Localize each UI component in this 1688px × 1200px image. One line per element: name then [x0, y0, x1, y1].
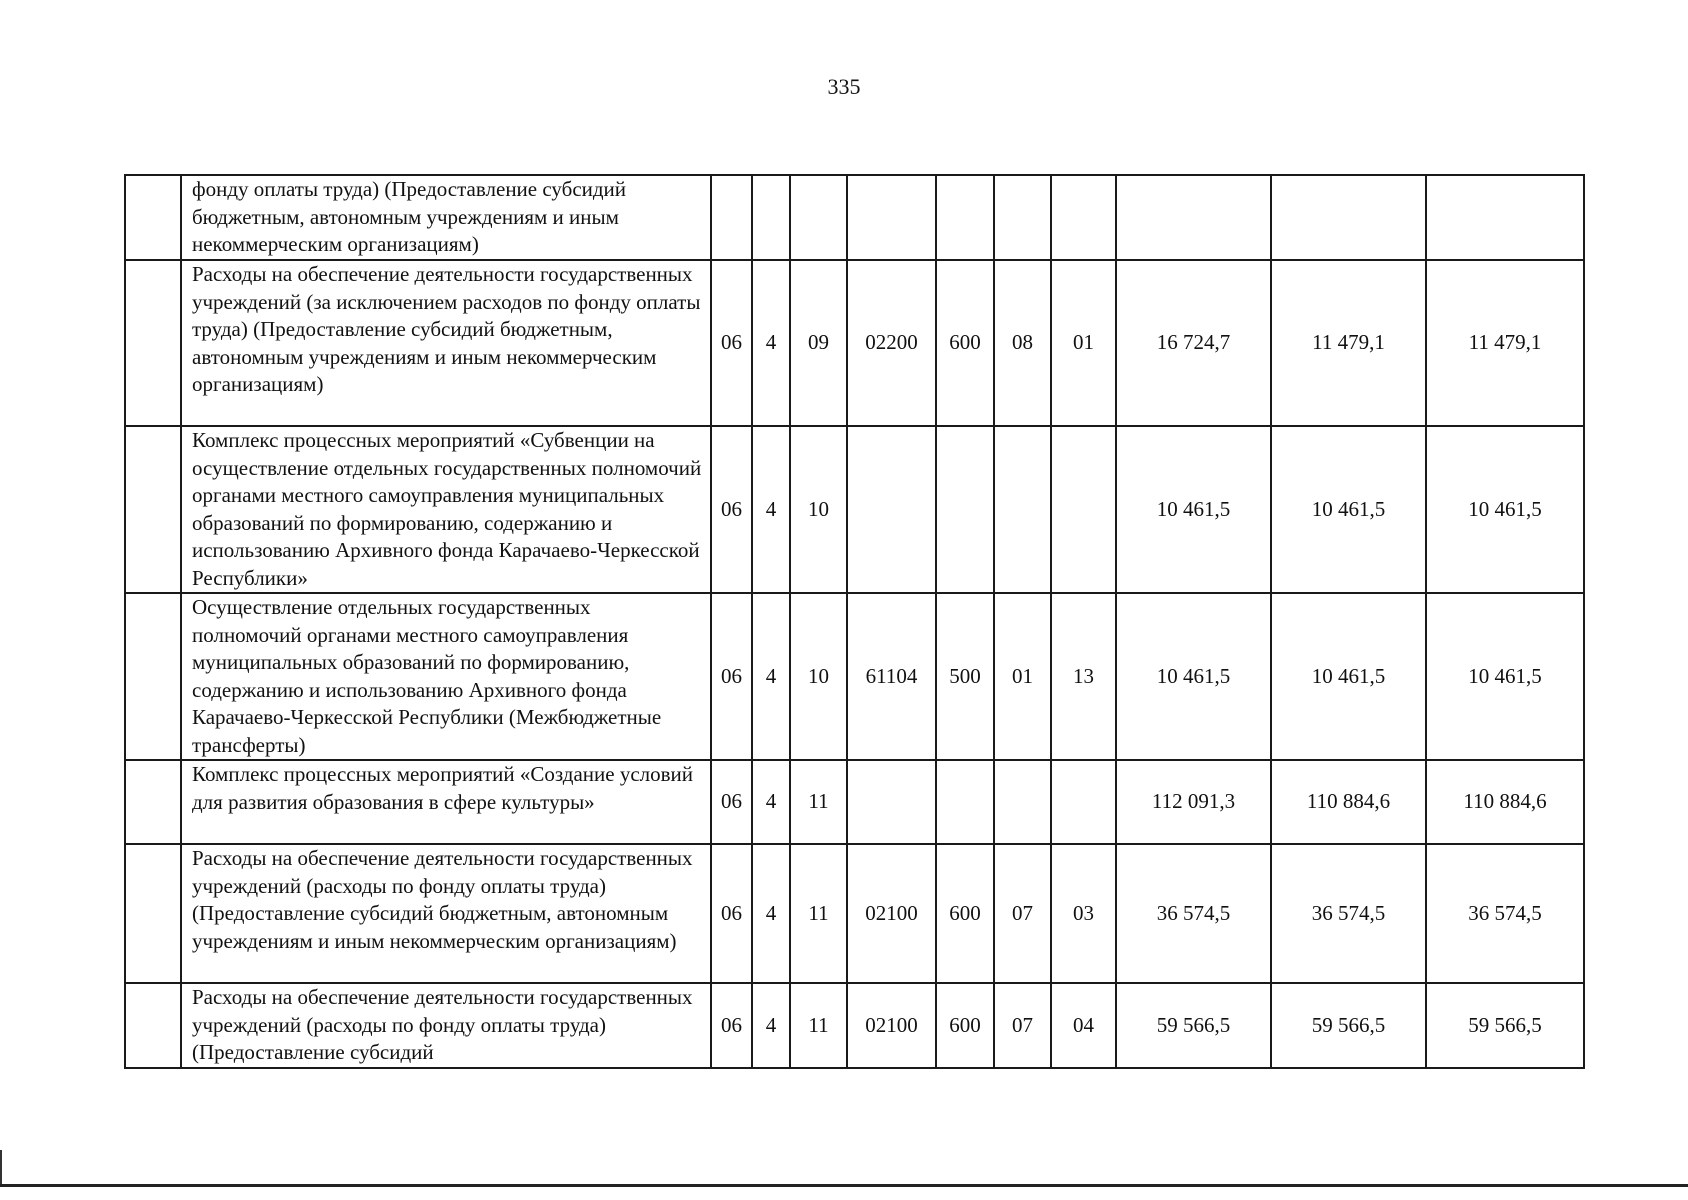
code-cell: 07	[994, 983, 1051, 1068]
code-cell: 06	[711, 983, 752, 1068]
table-row	[125, 983, 1584, 1068]
code-cell: 01	[1051, 260, 1116, 426]
amount-cell: 16 724,7	[1116, 260, 1271, 426]
code-cell	[847, 760, 936, 844]
code-cell	[1051, 175, 1116, 260]
code-cell	[936, 175, 994, 260]
table-row	[125, 260, 1584, 426]
code-cell: 4	[752, 760, 790, 844]
code-cell: 03	[1051, 844, 1116, 983]
code-cell: 06	[711, 260, 752, 426]
amount-cell	[1116, 175, 1271, 260]
page-number: 335	[827, 74, 861, 99]
code-cell	[994, 760, 1051, 844]
code-cell: 600	[936, 983, 994, 1068]
code-cell: 08	[994, 260, 1051, 426]
row-number-cell	[125, 426, 181, 593]
code-cell: 4	[752, 593, 790, 760]
description-cell: Комплекс процессных мероприятий «Субвенции на осуществление отдельных государственных полномочий органами местного самоуправления муниципальных образований по формированию, содержанию и использованию Архивного фонда Карачаево-Черкесской Республики»	[181, 426, 711, 593]
code-cell: 11	[790, 844, 847, 983]
amount-cell	[1426, 175, 1584, 260]
description-cell: Комплекс процессных мероприятий «Создание условий для развития образования в сфере культуры»	[181, 760, 711, 844]
code-cell: 07	[994, 844, 1051, 983]
amount-cell: 10 461,5	[1116, 593, 1271, 760]
code-cell: 01	[994, 593, 1051, 760]
amount-cell: 36 574,5	[1426, 844, 1584, 983]
amount-cell: 10 461,5	[1271, 593, 1426, 760]
description-cell: фонду оплаты труда) (Предоставление субсидий бюджетным, автономным учреждениям и иным некоммерческим организациям)	[181, 175, 711, 260]
amount-cell: 59 566,5	[1426, 983, 1584, 1068]
table-row	[125, 175, 1584, 260]
code-cell	[790, 175, 847, 260]
code-cell: 600	[936, 844, 994, 983]
code-cell: 4	[752, 260, 790, 426]
budget-table	[124, 174, 1585, 1069]
code-cell: 13	[1051, 593, 1116, 760]
code-cell: 10	[790, 593, 847, 760]
code-cell: 06	[711, 426, 752, 593]
row-number-cell	[125, 983, 181, 1068]
amount-cell	[1271, 175, 1426, 260]
row-number-cell	[125, 260, 181, 426]
description-cell: Расходы на обеспечение деятельности государственных учреждений (расходы по фонду оплаты труда) (Предоставление субсидий	[181, 983, 711, 1068]
scan-bottom-edge	[0, 1184, 1688, 1187]
code-cell: 11	[790, 983, 847, 1068]
row-number-cell	[125, 760, 181, 844]
description-cell: Осуществление отдельных государственных полномочий органами местного самоуправления муниципальных образований по формированию, содержанию и использованию Архивного фонда Карачаево-Черкесской Республики (Межбюджетные трансферты)	[181, 593, 711, 760]
code-cell	[994, 426, 1051, 593]
amount-cell: 10 461,5	[1116, 426, 1271, 593]
row-number-cell	[125, 593, 181, 760]
code-cell: 06	[711, 844, 752, 983]
scan-edge-mark	[0, 1150, 2, 1186]
code-cell: 600	[936, 260, 994, 426]
code-cell: 61104	[847, 593, 936, 760]
amount-cell: 112 091,3	[1116, 760, 1271, 844]
description-cell: Расходы на обеспечение деятельности государственных учреждений (расходы по фонду оплаты труда) (Предоставление субсидий бюджетным, автономным учреждениям и иным некоммерческим организациям)	[181, 844, 711, 983]
table-row	[125, 844, 1584, 983]
code-cell	[1051, 426, 1116, 593]
table-row	[125, 760, 1584, 844]
amount-cell: 110 884,6	[1426, 760, 1584, 844]
code-cell	[936, 426, 994, 593]
code-cell	[936, 760, 994, 844]
code-cell: 02200	[847, 260, 936, 426]
description-cell: Расходы на обеспечение деятельности государственных учреждений (за исключением расходов по фонду оплаты труда) (Предоставление субсидий бюджетным, автономным учреждениям и иным некоммерческим организациям)	[181, 260, 711, 426]
code-cell: 06	[711, 593, 752, 760]
code-cell: 10	[790, 426, 847, 593]
amount-cell: 36 574,5	[1116, 844, 1271, 983]
code-cell	[847, 426, 936, 593]
code-cell: 4	[752, 983, 790, 1068]
code-cell	[752, 175, 790, 260]
amount-cell: 10 461,5	[1426, 426, 1584, 593]
code-cell	[1051, 760, 1116, 844]
amount-cell: 11 479,1	[1426, 260, 1584, 426]
code-cell: 4	[752, 426, 790, 593]
code-cell: 04	[1051, 983, 1116, 1068]
code-cell	[711, 175, 752, 260]
row-number-cell	[125, 844, 181, 983]
row-number-cell	[125, 175, 181, 260]
amount-cell: 10 461,5	[1271, 426, 1426, 593]
amount-cell: 59 566,5	[1116, 983, 1271, 1068]
code-cell: 06	[711, 760, 752, 844]
table-row	[125, 426, 1584, 593]
code-cell: 09	[790, 260, 847, 426]
code-cell: 11	[790, 760, 847, 844]
code-cell: 02100	[847, 844, 936, 983]
code-cell	[847, 175, 936, 260]
amount-cell: 36 574,5	[1271, 844, 1426, 983]
amount-cell: 11 479,1	[1271, 260, 1426, 426]
code-cell: 02100	[847, 983, 936, 1068]
amount-cell: 59 566,5	[1271, 983, 1426, 1068]
table-row	[125, 593, 1584, 760]
code-cell: 500	[936, 593, 994, 760]
amount-cell: 110 884,6	[1271, 760, 1426, 844]
code-cell	[994, 175, 1051, 260]
code-cell: 4	[752, 844, 790, 983]
amount-cell: 10 461,5	[1426, 593, 1584, 760]
